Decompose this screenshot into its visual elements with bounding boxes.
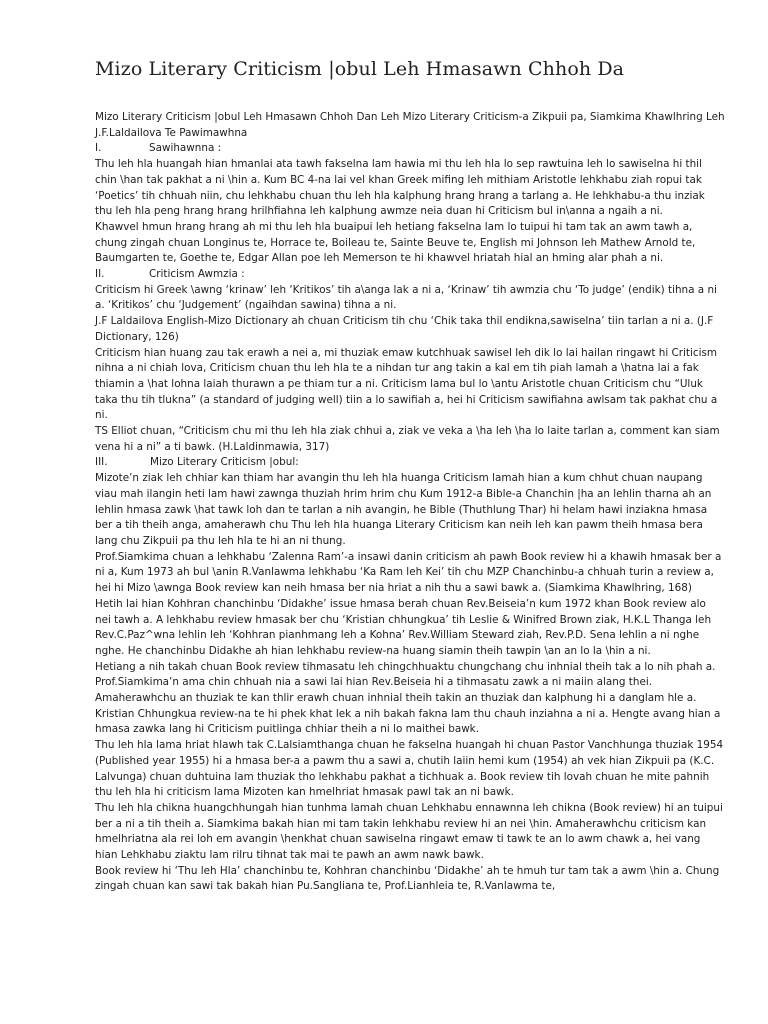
- body-paragraph: Khawvel hmun hrang hrang ah mi thu leh hla buaipui leh hetiang fakselna lam lo tuipui hi tam tak an awm tawh a, chung zingah chuan Longinus te, Horrace te, Boileau te, Sainte Beuve te, English mi Johnson leh Mathew Arnold te, Baumgarten te, Goethe te, Edgar Allan poe leh Memerson te hi khawvel hriatah hial an hming alar phah a ni.: [95, 220, 696, 265]
- document-title: Mizo Literary Criticism |obul Leh Hmasawn Chhoh Da: [95, 58, 625, 80]
- section-heading: [95, 267, 725, 283]
- document-page: [95, 58, 725, 895]
- body-paragraph: Book review hi ‘Thu leh Hla’ chanchinbu te, Kohhran chanchinbu ‘Didakhe’ ah te hmuh tur tam tak a awm \hin a. Chung zingah chuan kan sawi tak bakah hian Pu.Sangliana te, Prof.Lianhleia te, R.Vanlawma te,: [95, 864, 720, 893]
- body-paragraph: Hetih lai hian Kohhran chanchinbu ‘Didakhe’ issue hmasa berah chuan Rev.Beiseia’n kum 1972 khan Book review alo nei tawh a. A lehkhabu review hmasak ber chu ‘Kristian chhungkua’ tih Leslie & Winifred Brown ziak, H.K.L Thanga leh Rev.C.Paz^wna lehlin leh ‘Kohhran pianhmang leh a Kohna’ Rev.William Steward ziah, Rev.P.D. Sena lehlin a ni nghe nghe. He chanchinbu Didakhe ah hian lehkhabu review-na huang siamin theih tawpin \an an lo la \hin a ni.: [95, 597, 712, 657]
- document-body: [95, 110, 725, 895]
- body-paragraph: Thu leh hla lama hriat hlawh tak C.Lalsiamthanga chuan he fakselna huangah hi chuan Pastor Vanchhunga thuziak 1954 (Published year 1955) hi a hmasa ber-a a pawm thu a sawi a, chutih laiin hemi kum (1954) ah vek hian Zikpuii pa (K.C. Lalvunga) chuan duhtuina lam thuziak tho lehkhabu pakhat a tichhuak a. Book review tih lovah chuan he mite pahnih thu leh hla hi criticism lama Mizoten kan hmelhriat hmasak pawl tak an ni bawk.: [95, 739, 724, 799]
- section-number: I.: [95, 142, 102, 155]
- section-number: II.: [95, 268, 105, 281]
- section-heading-text: Mizo Literary Criticism |obul:: [150, 456, 299, 469]
- section-heading-text: Sawihawnna :: [149, 142, 222, 155]
- body-paragraph: Prof.Siamkima chuan a lehkhabu ‘Zalenna Ram’-a insawi danin criticism ah pawh Book review hi a khawih hmasak ber a ni a, Kum 1973 ah bul \anin R.Vanlawma lehkhabu ‘Ka Ram leh Kei’ tih chu MZP Chanchinbu-a chhuah turin a review a, hei hi Mizo \awnga Book review kan neih hmasa ber nia hriat a nih thu a sawi bawk a. (Siamkima Khawlhring, 168): [95, 550, 722, 595]
- section-heading: [95, 455, 725, 471]
- body-paragraph: Criticism hian huang zau tak erawh a nei a, mi thuziak emaw kutchhuak sawisel leh dik lo lai hailan ringawt hi Criticism nihna a ni chiah lova, Criticism chuan thu leh hla te a nihdan tur ang takin a kal em tih piah lamah a \hatna lai a fak thiamin a \hat lohna laiah thurawn a pe thiam tur a ni. Criticism lama bul lo \antu Aristotle chuan Criticism chu “Uluk taka thu tih tlukna” (a standard of judging well) tiin a lo sawifiah a, hei hi Criticism sawifiahna awlsam tak pakhat chu a ni.: [95, 346, 718, 422]
- body-paragraph: Thu leh hla chikna huangchhungah hian tunhma lamah chuan Lehkhabu ennawnna leh chikna (Book review) hi an tuipui ber a ni a tih theih a. Siamkima bakah hian mi tam takin lehkhabu review hi an nei \hin. Amaherawhchu criticism kan hmelhriatna ala rei loh em avangin \henkhat chuan sawiselna ringawt emaw ti tawk te an lo awm chawk a, hei vang hian Lehkhabu ziaktu lam rilru tihnat tak mai te pawh an awm nawk bawk.: [95, 801, 723, 862]
- section-heading-text: Criticism Awmzia :: [149, 268, 245, 281]
- body-paragraph: TS Elliot chuan, “Criticism chu mi thu leh hla ziak chhui a, ziak ve veka a \ha leh \ha lo laite tarlan a, comment kan siam vena hi a ni” a ti bawk. (H.Laldinmawia, 317): [95, 425, 720, 453]
- body-paragraph: Hetiang a nih takah chuan Book review tihmasatu leh chingchhuaktu chungchang chu inhnial theih tak a lo nih phah a. Prof.Siamkima’n ama chin chhuah nia a sawi lai hian Rev.Beiseia hi a tihmasatu zawk a ni maiin alang thei. Amaherawhchu an thuziak te kan thlir erawh chuan inhnial theih takin an thuziak dan kalphung hi a danglam hle a. Kristian Chhungkua review-na te hi phek khat lek a nih bakah fakna lam thu chauh inziahna a ni a. Hengte avang hian a hmasa zawka lang hi Criticism puitlinga chhiar theih a ni lo maithei bawk.: [95, 660, 721, 736]
- body-paragraph: Mizo Literary Criticism |obul Leh Hmasawn Chhoh Dan Leh Mizo Literary Criticism-a Zikpuii pa, Siamkima Khawlhring Leh J.F.Laldailova Te Pawimawhna: [95, 111, 725, 139]
- section-heading: [95, 141, 725, 157]
- body-paragraph: Thu leh hla huangah hian hmanlai ata tawh fakselna lam hawia mi thu leh hla lo sep rawtuina leh lo sawiselna hi thil chin \han tak pakhat a ni \hin a. Kum BC 4-na lai vel khan Greek mifing leh mithiam Aristotle lehkhabu ziah ropui tak ‘Poetics’ tih chhuah niin, chu lehkhabu chuan thu leh hla kalphung hrang hrang a tarlang a. He lehkhabu-a thu inziak thu leh hla peng hrang hrang hrilhfiahna leh kalphung awmze neia duan hi Criticism bul in\anna a ngaih a ni.: [95, 158, 705, 218]
- body-paragraph: Mizote’n ziak leh chhiar kan thiam har avangin thu leh hla huanga Criticism lamah hian a kum chhut chuan naupang viau mah ilangin heti lam hawi zawnga thuziah hrim hrim chu Kum 1912-a Bible-a Chanchin |ha an lehlin tharna ah an lehlin hmasa zawk \hat tawk loh dan te tarlan a nih avangin, he Bible (Thuthlung Thar) hi helam hawi inziakna hmasa ber a tih theih anga, amaherawh chu Thu leh hla huanga Literary Criticism kan neih leh kan pawm theih hmasa bera lang chu Zikpuii pa thu leh hla te hi an ni thung.: [95, 472, 712, 547]
- body-paragraph: J.F Laldailova English-Mizo Dictionary ah chuan Criticism tih chu ‘Chik taka thil endikna,sawiselna’ tiin tarlan a ni a. (J.F Dictionary, 126): [95, 315, 714, 343]
- body-paragraph: Criticism hi Greek \awng ‘krinaw’ leh ‘Kritikos’ tih a\anga lak a ni a, ‘Krinaw’ tih awmzia chu ‘To judge’ (endik) tihna a ni a. ‘Kritikos’ chu ‘Judgement’ (ngaihdan sawina) tihna a ni.: [95, 283, 717, 312]
- section-number: III.: [95, 456, 108, 469]
